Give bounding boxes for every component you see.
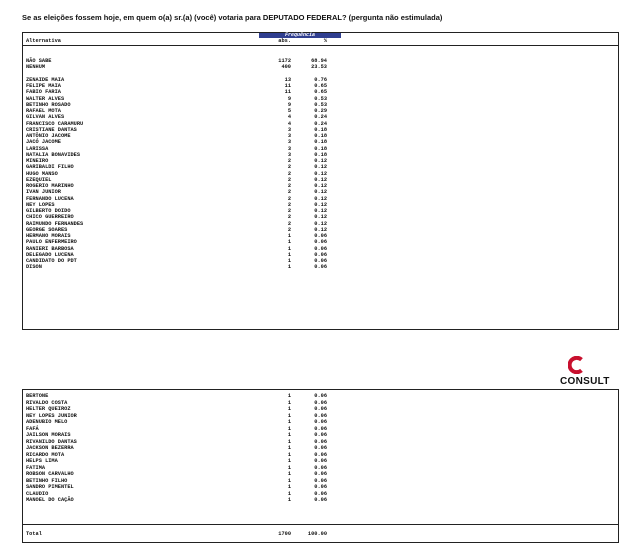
table-row (23, 264, 618, 270)
candidate-percent: 0.06 (314, 251, 327, 258)
candidate-percent: 0.24 (314, 114, 327, 121)
candidate-name: BERTONE (26, 393, 49, 399)
candidate-abs: 2 (287, 214, 291, 221)
candidate-percent: 0.06 (314, 451, 327, 458)
candidate-abs: 1 (287, 484, 291, 490)
candidate-abs: 3 (287, 133, 291, 139)
candidate-name: PAULO ENFERMEIRO (26, 239, 77, 246)
candidate-name: RAIMUNDO FERNANDES (26, 220, 84, 227)
candidate-abs: 1 (287, 445, 291, 451)
candidate-abs: 1 (287, 233, 291, 239)
candidate-abs: 1 (287, 412, 291, 419)
candidate-percent: 0.06 (314, 239, 327, 246)
candidate-abs: 1 (287, 471, 291, 477)
candidate-name: MANOEL DO CAÇÃO (26, 497, 74, 503)
candidate-percent: 0.06 (314, 458, 327, 464)
candidate-abs: 9 (287, 101, 291, 108)
candidate-name: DELEGADO LUCENA (26, 251, 74, 258)
candidate-abs: 2 (287, 176, 291, 183)
candidate-abs: 1 (287, 451, 291, 458)
page-title: Se as eleições fossem hoje, em quem o(a) sr.(a) (você) votaria para DEPUTADO FEDERAL? (pergunta não estimulada) (22, 13, 443, 22)
table-body-part-1 (23, 58, 618, 271)
candidate-name: GEORGE SOARES (26, 226, 68, 233)
candidate-name: FAFÁ (26, 425, 39, 432)
candidate-abs: 11 (284, 83, 291, 89)
table-row (23, 64, 618, 70)
candidate-percent: 0.06 (314, 484, 327, 490)
candidate-abs: 1 (287, 245, 291, 252)
candidate-percent: 0.12 (314, 226, 327, 233)
candidate-name: CHICO GUERREIRO (26, 214, 74, 221)
candidate-percent: 0.12 (314, 164, 327, 171)
candidate-abs: 1 (287, 464, 291, 471)
table-body-part-2 (23, 393, 618, 504)
candidate-abs: 1 (287, 406, 291, 412)
candidate-name: FERNANDO LUCENA (26, 195, 74, 202)
candidate-abs: 1 (287, 425, 291, 432)
candidate-abs: 2 (287, 201, 291, 208)
candidate-name: CANDIDATO DO PDT (26, 258, 77, 264)
results-table-part-2 (22, 389, 619, 543)
candidate-abs: 400 (281, 64, 291, 71)
candidate-name: HELTER QUEIROZ (26, 406, 71, 412)
logo-name: CONSULT (560, 376, 610, 387)
results-table-part-1 (22, 32, 619, 330)
candidate-name: NÃO SABE (26, 58, 52, 64)
total-divider (23, 524, 618, 525)
candidate-percent: 0.12 (314, 195, 327, 202)
table-row (23, 497, 618, 504)
consult-logo-mark-icon (568, 356, 586, 374)
candidate-percent: 0.06 (314, 245, 327, 252)
candidate-abs: 1 (287, 393, 291, 399)
candidate-percent: 0.06 (314, 425, 327, 432)
candidate-name: RANIERI BARBOSA (26, 245, 74, 252)
candidate-percent: 0.06 (314, 497, 327, 503)
candidate-abs: 1 (287, 477, 291, 484)
candidate-percent: 0.06 (314, 264, 327, 271)
candidate-name: BETINHO ROSADO (26, 101, 71, 108)
candidate-abs: 5 (287, 108, 291, 114)
candidate-name: FELIPE MAIA (26, 83, 61, 89)
column-header-abs: abs. (278, 38, 291, 44)
candidate-percent: 0.76 (314, 76, 327, 83)
candidate-percent: 0.06 (314, 399, 327, 406)
candidate-percent: 0.12 (314, 201, 327, 208)
candidate-percent: 0.06 (314, 233, 327, 239)
candidate-name: SANDRO PIMENTEL (26, 484, 74, 490)
candidate-percent: 0.06 (314, 412, 327, 419)
candidate-name: NEY LOPES (26, 201, 55, 208)
candidate-name: CRISTIANE DANTAS (26, 126, 77, 133)
candidate-name: BETINHO FILHO (26, 477, 68, 484)
candidate-percent: 0.18 (314, 145, 327, 152)
candidate-percent: 0.29 (314, 108, 327, 114)
candidate-abs: 13 (284, 76, 291, 83)
candidate-abs: 1 (287, 419, 291, 425)
candidate-abs: 1 (287, 438, 291, 445)
candidate-percent: 0.06 (314, 438, 327, 445)
candidate-name: GARIBALDI FILHO (26, 164, 74, 171)
candidate-percent: 23.53 (311, 64, 327, 71)
candidate-name: FABIO FARIA (26, 89, 61, 96)
column-header-percent: % (323, 38, 327, 44)
candidate-abs: 3 (287, 126, 291, 133)
candidate-percent: 0.65 (314, 83, 327, 89)
candidate-name: HUGO MANSO (26, 170, 58, 177)
candidate-abs: 2 (287, 226, 291, 233)
candidate-name: GILBERTO DOIDO (26, 208, 71, 214)
candidate-name: GILVAN ALVES (26, 114, 65, 121)
total-percent: 100.00 (307, 531, 327, 537)
candidate-abs: 3 (287, 145, 291, 152)
candidate-abs: 2 (287, 195, 291, 202)
candidate-name: LARISSA (26, 145, 49, 152)
candidate-name: JAILSON MORAIS (26, 432, 71, 438)
candidate-name: ROBSON CARVALHO (26, 471, 74, 477)
candidate-abs: 1172 (278, 58, 291, 64)
candidate-abs: 9 (287, 95, 291, 102)
candidate-name: ANTÔNIO JACOME (26, 133, 71, 139)
candidate-name: RICARDO MOTA (26, 451, 65, 458)
candidate-name: RAFAEL MOTA (26, 108, 61, 114)
candidate-abs: 2 (287, 208, 291, 214)
candidate-name: HERMANO MORAIS (26, 233, 71, 239)
candidate-name: RIVANILDO DANTAS (26, 438, 77, 445)
candidate-percent: 0.06 (314, 445, 327, 451)
candidate-abs: 11 (284, 89, 291, 96)
candidate-abs: 3 (287, 151, 291, 158)
candidate-name: MINEIRO (26, 158, 49, 164)
candidate-name: FATIMA (26, 464, 46, 471)
candidate-abs: 2 (287, 183, 291, 189)
frequency-group-header: Frequência (259, 33, 341, 38)
candidate-abs: 1 (287, 251, 291, 258)
candidate-percent: 0.12 (314, 158, 327, 164)
candidate-name: WALTER ALVES (26, 95, 65, 102)
candidate-abs: 1 (287, 432, 291, 438)
candidate-percent: 0.06 (314, 477, 327, 484)
candidate-percent: 0.12 (314, 214, 327, 221)
candidate-abs: 2 (287, 189, 291, 196)
candidate-percent: 0.53 (314, 95, 327, 102)
candidate-abs: 1 (287, 497, 291, 503)
candidate-percent: 0.06 (314, 464, 327, 471)
candidate-abs: 2 (287, 158, 291, 164)
candidate-percent: 0.18 (314, 126, 327, 133)
column-header-alternative: Alternativa (26, 38, 61, 44)
candidate-percent: 0.06 (314, 471, 327, 477)
candidate-abs: 1 (287, 458, 291, 464)
candidate-abs: 2 (287, 164, 291, 171)
candidate-percent: 0.24 (314, 120, 327, 127)
candidate-name: JACÓ JACOME (26, 139, 61, 146)
candidate-name: FRANCISCO CARAMURU (26, 120, 84, 127)
candidate-name: JACKSON BEZERRA (26, 445, 74, 451)
candidate-name: NENHUM (26, 64, 46, 71)
candidate-name: HELPS LIMA (26, 458, 58, 464)
candidate-abs: 1 (287, 258, 291, 264)
candidate-percent: 0.18 (314, 139, 327, 146)
candidate-abs: 2 (287, 170, 291, 177)
candidate-percent: 0.06 (314, 419, 327, 425)
candidate-name: IVAN JUNIOR (26, 189, 61, 196)
candidate-abs: 1 (287, 264, 291, 271)
candidate-abs: 1 (287, 239, 291, 246)
candidate-name: CLAUDIO (26, 490, 49, 497)
candidate-percent: 0.18 (314, 151, 327, 158)
candidate-percent: 0.53 (314, 101, 327, 108)
total-abs: 1700 (278, 531, 291, 537)
candidate-name: NEY LOPES JUNIOR (26, 412, 77, 419)
candidate-abs: 1 (287, 399, 291, 406)
candidate-abs: 4 (287, 114, 291, 121)
candidate-percent: 0.12 (314, 189, 327, 196)
candidate-name: ROGERIO MARINHO (26, 183, 74, 189)
candidate-percent: 0.06 (314, 432, 327, 438)
candidate-name: RIVALDO COSTA (26, 399, 68, 406)
candidate-name: DISON (26, 264, 42, 271)
candidate-percent: 0.18 (314, 133, 327, 139)
total-label: Total (26, 531, 42, 537)
candidate-abs: 3 (287, 139, 291, 146)
candidate-abs: 4 (287, 120, 291, 127)
candidate-percent: 0.65 (314, 89, 327, 96)
candidate-percent: 0.12 (314, 208, 327, 214)
candidate-percent: 0.12 (314, 170, 327, 177)
candidate-percent: 0.12 (314, 183, 327, 189)
candidate-name: NATALIA BONAVIDES (26, 151, 81, 158)
candidate-percent: 0.12 (314, 220, 327, 227)
candidate-percent: 0.06 (314, 490, 327, 497)
table-header (23, 38, 618, 46)
candidate-percent: 68.94 (311, 58, 327, 64)
candidate-name: ADENUBIO MELO (26, 419, 68, 425)
candidate-name: ZENAIDE MAIA (26, 76, 65, 83)
candidate-abs: 2 (287, 220, 291, 227)
candidate-percent: 0.06 (314, 393, 327, 399)
candidate-percent: 0.06 (314, 406, 327, 412)
total-row (23, 531, 618, 538)
candidate-name: EZEQUIEL (26, 176, 52, 183)
candidate-abs: 1 (287, 490, 291, 497)
candidate-percent: 0.06 (314, 258, 327, 264)
candidate-percent: 0.12 (314, 176, 327, 183)
